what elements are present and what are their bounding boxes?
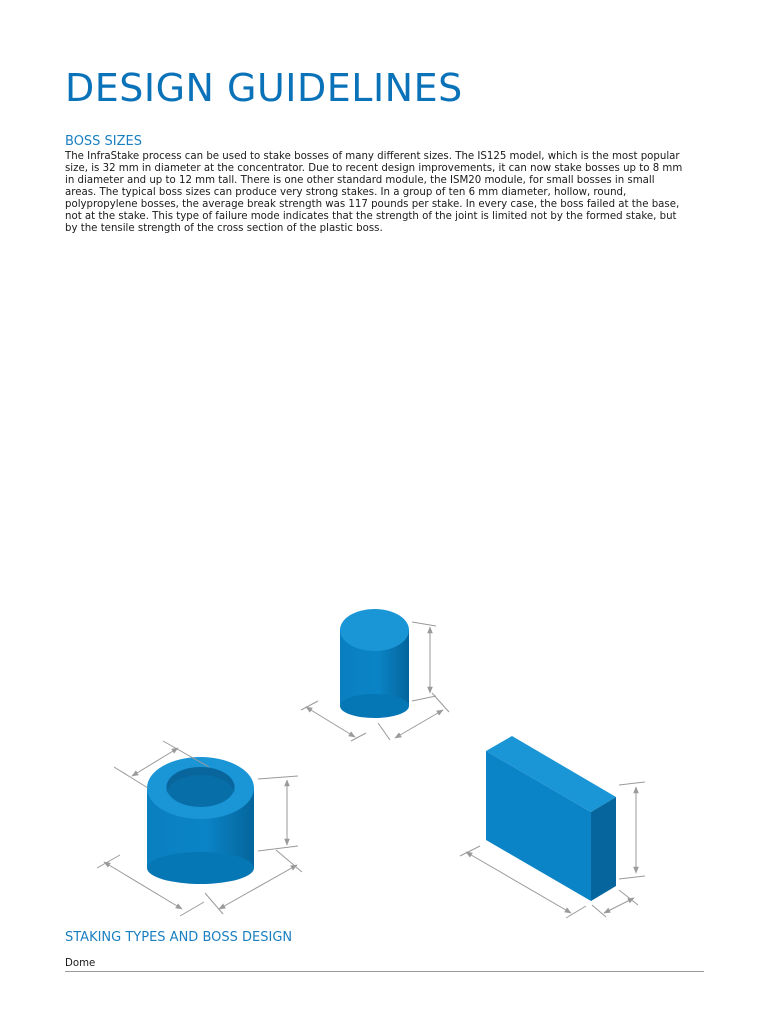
extension-line bbox=[432, 693, 449, 712]
extension-line bbox=[619, 890, 638, 905]
extension-line bbox=[351, 733, 366, 741]
diameter-dimension-line bbox=[395, 710, 443, 738]
paragraph-line: polypropylene bosses, the average break strength was 117 pounds per stake. In every case, the boss failed at the base, bbox=[65, 199, 680, 210]
paragraph-line: by the tensile strength of the cross section of the plastic boss. bbox=[65, 223, 383, 234]
extension-line bbox=[258, 846, 298, 851]
page-title: DESIGN GUIDELINES bbox=[65, 66, 463, 110]
dome-divider bbox=[65, 971, 704, 972]
paragraph-line: The InfraStake process can be used to stake bosses of many different sizes. The IS125 model, which is the most popular bbox=[65, 151, 680, 162]
extension-line bbox=[97, 855, 120, 868]
extension-line bbox=[180, 902, 204, 916]
boss-sizes-heading: BOSS SIZES bbox=[65, 134, 143, 149]
extension-line bbox=[378, 723, 390, 740]
rectangular-rib-boss bbox=[486, 736, 616, 901]
paragraph-line: size, is 32 mm in diameter at the concentrator. Due to recent design improvements, it can now stake bosses up to 8 mm bbox=[65, 163, 683, 174]
solid-cylinder-boss bbox=[340, 609, 409, 718]
staking-types-heading: STAKING TYPES AND BOSS DESIGN bbox=[65, 930, 293, 945]
extension-line bbox=[205, 893, 223, 914]
paragraph-line: areas. The typical boss sizes can produce very strong stakes. In a group of ten 6 mm diameter, hollow, round, bbox=[65, 187, 627, 198]
rib-side-face bbox=[591, 797, 616, 901]
hollow-cylinder-boss bbox=[147, 757, 254, 884]
extension-line bbox=[114, 767, 148, 788]
boss-shapes-figure bbox=[0, 590, 768, 930]
extension-line bbox=[619, 782, 645, 785]
extension-line bbox=[619, 876, 645, 879]
paragraph-line: not at the stake. This type of failure mode indicates that the strength of the joint is limited not by the formed stake, but bbox=[65, 211, 677, 222]
dome-subheading: Dome bbox=[65, 958, 96, 969]
width-dimension-line bbox=[604, 898, 634, 913]
hollow-cylinder-bottom bbox=[147, 852, 254, 884]
boss-sizes-paragraph bbox=[65, 151, 707, 235]
extension-line bbox=[412, 696, 436, 701]
extension-line bbox=[276, 850, 302, 872]
extension-line bbox=[592, 905, 606, 917]
solid-cylinder-top bbox=[340, 609, 409, 651]
extension-line bbox=[412, 622, 436, 626]
solid-cylinder-bottom bbox=[340, 694, 409, 718]
paragraph-line: in diameter and up to 12 mm tall. There is one other standard module, the ISM20 module, for small bosses in small bbox=[65, 175, 655, 186]
extension-line bbox=[258, 776, 298, 779]
